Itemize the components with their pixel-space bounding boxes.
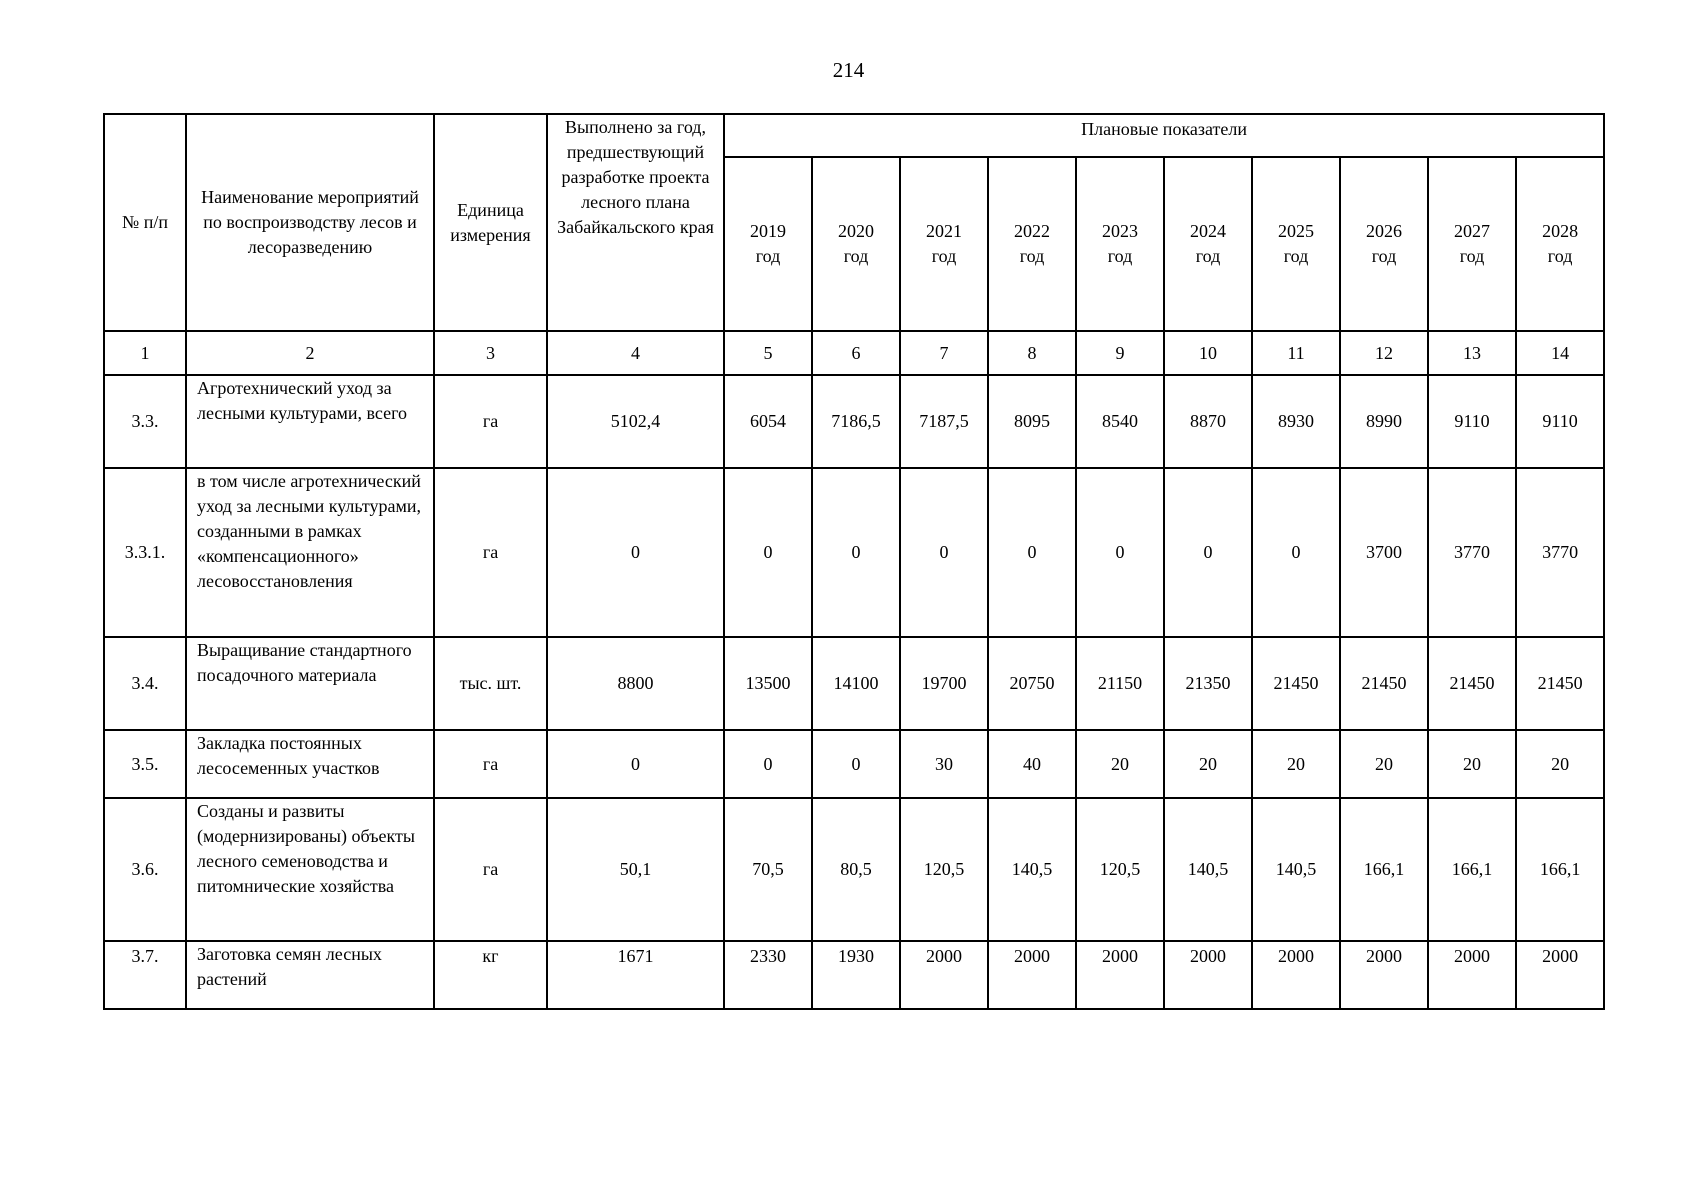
row-value: 20 [1164,730,1252,798]
table-row [104,798,1604,941]
row-value: 2000 [1076,941,1164,1009]
table-header [104,114,1604,375]
header-year-value: 2019 [750,221,786,241]
header-name: Наименование мероприятий по воспроизводству лесов и лесоразведению [186,114,434,331]
row-done: 0 [547,468,724,637]
header-year-suffix: год [1107,246,1133,266]
row-value: 0 [900,468,988,637]
row-value: 20 [1428,730,1516,798]
row-value: 166,1 [1516,798,1604,941]
row-value: 80,5 [812,798,900,941]
row-done: 0 [547,730,724,798]
table-row [104,468,1604,637]
row-value: 14100 [812,637,900,730]
row-value: 20 [1076,730,1164,798]
row-value: 2000 [1428,941,1516,1009]
column-number: 4 [547,331,724,375]
row-value: 2330 [724,941,812,1009]
column-number: 7 [900,331,988,375]
forest-reproduction-table [103,113,1605,1010]
header-year-2022 [988,157,1076,331]
row-value: 20 [1340,730,1428,798]
row-value: 21450 [1428,637,1516,730]
row-value: 166,1 [1340,798,1428,941]
header-year-2023 [1076,157,1164,331]
header-year-value: 2024 [1190,221,1226,241]
row-num: 3.3. [104,375,186,468]
row-done: 1671 [547,941,724,1009]
column-number: 3 [434,331,547,375]
row-value: 3770 [1516,468,1604,637]
row-value: 19700 [900,637,988,730]
header-year-suffix: год [1019,246,1045,266]
table-row [104,637,1604,730]
row-name: Созданы и развиты (модернизированы) объекты лесного семеноводства и питомнические хозяйства [186,798,434,941]
row-value: 0 [1164,468,1252,637]
header-year-suffix: год [931,246,957,266]
row-value: 2000 [1340,941,1428,1009]
row-value: 21150 [1076,637,1164,730]
row-unit: га [434,375,547,468]
header-year-value: 2026 [1366,221,1402,241]
header-year-suffix: год [1371,246,1397,266]
header-year-suffix: год [1195,246,1221,266]
row-value: 120,5 [1076,798,1164,941]
row-value: 140,5 [1164,798,1252,941]
column-number: 13 [1428,331,1516,375]
row-value: 2000 [900,941,988,1009]
header-year-2019 [724,157,812,331]
column-number: 11 [1252,331,1340,375]
table-body [104,375,1604,1009]
header-year-2027 [1428,157,1516,331]
header-year-suffix: год [755,246,781,266]
header-year-suffix: год [843,246,869,266]
row-value: 2000 [988,941,1076,1009]
row-value: 21450 [1516,637,1604,730]
row-num: 3.7. [104,941,186,1009]
row-unit: га [434,730,547,798]
row-done: 5102,4 [547,375,724,468]
row-name: в том числе агротехнический уход за лесными культурами, созданными в рамках «компенсационного» лесовосстановления [186,468,434,637]
row-value: 8930 [1252,375,1340,468]
row-value: 8870 [1164,375,1252,468]
row-unit: кг [434,941,547,1009]
header-year-2021 [900,157,988,331]
row-done: 50,1 [547,798,724,941]
column-number: 2 [186,331,434,375]
row-value: 70,5 [724,798,812,941]
row-value: 8540 [1076,375,1164,468]
row-value: 20 [1516,730,1604,798]
header-unit: Единица измерения [434,114,547,331]
row-value: 0 [1076,468,1164,637]
row-value: 140,5 [988,798,1076,941]
table-row [104,941,1604,1009]
column-number: 1 [104,331,186,375]
page-number: 214 [832,58,865,82]
row-value: 9110 [1516,375,1604,468]
header-year-value: 2022 [1014,221,1050,241]
row-value: 140,5 [1252,798,1340,941]
header-year-2020 [812,157,900,331]
row-num: 3.6. [104,798,186,941]
column-number: 6 [812,331,900,375]
row-value: 2000 [1516,941,1604,1009]
header-year-value: 2027 [1454,221,1490,241]
row-name: Выращивание стандартного посадочного материала [186,637,434,730]
header-year-suffix: год [1547,246,1573,266]
header-year-value: 2021 [926,221,962,241]
column-number: 9 [1076,331,1164,375]
column-number: 8 [988,331,1076,375]
column-number: 14 [1516,331,1604,375]
header-year-value: 2025 [1278,221,1314,241]
row-value: 3700 [1340,468,1428,637]
row-unit: тыс. шт. [434,637,547,730]
header-year-2026 [1340,157,1428,331]
column-number: 10 [1164,331,1252,375]
header-year-value: 2023 [1102,221,1138,241]
row-unit: га [434,468,547,637]
row-value: 0 [812,730,900,798]
row-value: 13500 [724,637,812,730]
row-value: 1930 [812,941,900,1009]
header-num: № п/п [104,114,186,331]
row-value: 0 [724,730,812,798]
column-number: 5 [724,331,812,375]
row-value: 120,5 [900,798,988,941]
row-unit: га [434,798,547,941]
row-value: 9110 [1428,375,1516,468]
row-value: 20 [1252,730,1340,798]
column-number: 12 [1340,331,1428,375]
header-year-2025 [1252,157,1340,331]
header-year-suffix: год [1459,246,1485,266]
header-year-value: 2028 [1542,221,1579,241]
row-value: 2000 [1252,941,1340,1009]
row-value: 0 [724,468,812,637]
row-value: 0 [1252,468,1340,637]
row-num: 3.3.1. [104,468,186,637]
row-value: 7187,5 [900,375,988,468]
row-value: 21450 [1252,637,1340,730]
row-value: 40 [988,730,1076,798]
row-name: Заготовка семян лесных растений [186,941,434,1009]
row-value: 30 [900,730,988,798]
table-row [104,375,1604,468]
header-year-suffix: год [1283,246,1309,266]
header-year-2028 [1516,157,1604,331]
table-row [104,730,1604,798]
row-num: 3.4. [104,637,186,730]
row-value: 7186,5 [812,375,900,468]
row-value: 21450 [1340,637,1428,730]
header-year-2024 [1164,157,1252,331]
row-value: 6054 [724,375,812,468]
row-value: 2000 [1164,941,1252,1009]
row-done: 8800 [547,637,724,730]
header-year-value: 2020 [838,221,874,241]
row-value: 3770 [1428,468,1516,637]
row-name: Агротехнический уход за лесными культурами, всего [186,375,434,468]
row-value: 8095 [988,375,1076,468]
header-done: Выполнено за год, предшествующий разработке проекта лесного плана Забайкальского края [547,114,724,331]
row-value: 21350 [1164,637,1252,730]
row-num: 3.5. [104,730,186,798]
row-value: 20750 [988,637,1076,730]
row-value: 8990 [1340,375,1428,468]
row-value: 166,1 [1428,798,1516,941]
row-value: 0 [812,468,900,637]
row-name: Закладка постоянных лесосеменных участков [186,730,434,798]
header-plan-group: Плановые показатели [724,114,1604,157]
row-value: 0 [988,468,1076,637]
